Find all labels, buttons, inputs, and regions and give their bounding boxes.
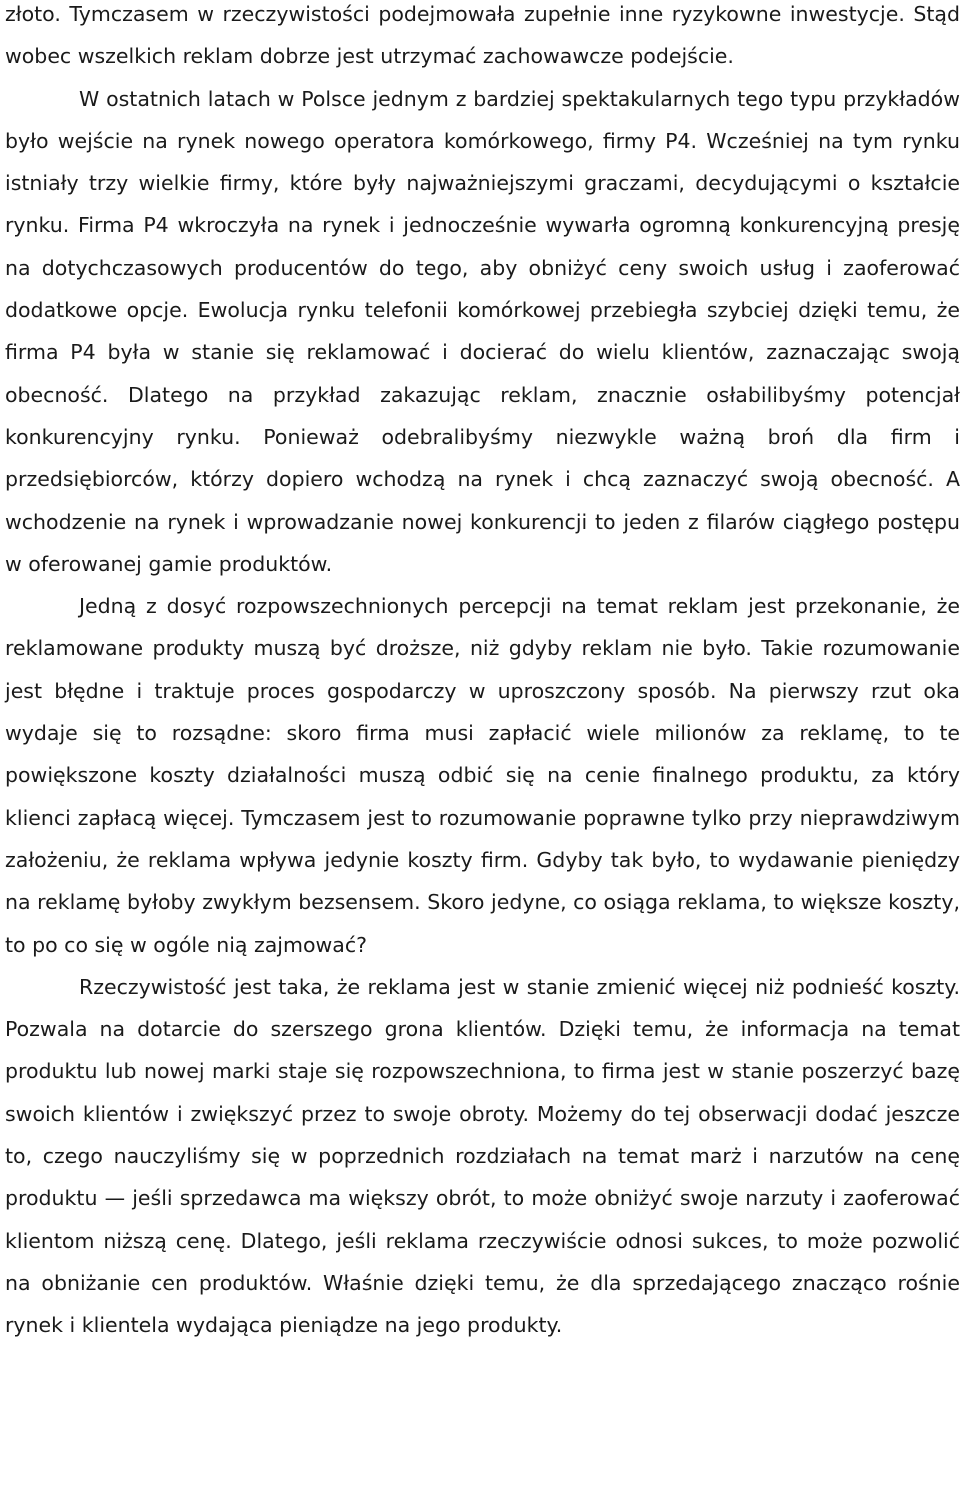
- paragraph: złoto. Tymczasem w rzeczywistości podejmowała zupełnie inne ryzykowne inwestycje. Stąd wobec wszelkich reklam dobrze jest utrzymać zachowawcze podejście.: [5, 2, 960, 69]
- document-page: [5, 0, 960, 1347]
- paragraph: W ostatnich latach w Polsce jednym z bardziej spektakularnych tego typu przykładów było wejście na rynek nowego operatora komórkowego, firmy P4. Wcześniej na tym rynku istniały trzy wielkie firmy, które były najważniejszymi graczami, decydującymi o kształcie rynku. Firma P4 wkroczyła na rynek i jednocześnie wywarła ogromną konkurencyjną presję na dotychczasowych producentów do tego, aby obniżyć ceny swoich usług i zaoferować dodatkowe opcje. Ewolucja rynku telefonii komórkowej przebiegła szybciej dzięki temu, że firma P4 była w stanie się reklamować i docierać do wielu klientów, zaznaczając swoją obecność. Dlatego na przykład zakazując reklam, znacznie osłabilibyśmy potencjał konkurencyjny rynku. Ponieważ odebralibyśmy niezwykle ważną broń dla firm i przedsiębiorców, którzy dopiero wchodzą na rynek i chcą zaznaczyć swoją obecność. A wchodzenie na rynek i wprowadzanie nowej konkurencji to jeden z filarów ciągłego postępu w oferowanej gamie produktów.: [5, 86, 960, 576]
- paragraph: Rzeczywistość jest taka, że reklama jest w stanie zmienić więcej niż podnieść koszty. Pozwala na dotarcie do szerszego grona klientów. Dzięki temu, że informacja na temat produktu lub nowej marki staje się rozpowszechniona, to firma jest w stanie poszerzyć bazę swoich klientów i zwiększyć przez to swoje obroty. Możemy do tej obserwacji dodać jeszcze to, czego nauczyliśmy się w poprzednich rozdziałach na temat marż i narzutów na cenę produktu — jeśli sprzedawca ma większy obrót, to może obniżyć swoje narzuty i zaoferować klientom niższą cenę. Dlatego, jeśli reklama rzeczywiście odnosi sukces, to może pozwolić na obniżanie cen produktów. Właśnie dzięki temu, że dla sprzedającego znacząco rośnie rynek i klientela wydająca pieniądze na jego produkty.: [5, 974, 960, 1338]
- paragraph: Jedną z dosyć rozpowszechnionych percepcji na temat reklam jest przekonanie, że reklamowane produkty muszą być droższe, niż gdyby reklam nie było. Takie rozumowanie jest błędne i traktuje proces gospodarczy w uproszczony sposób. Na pierwszy rzut oka wydaje się to rozsądne: skoro firma musi zapłacić wiele milionów za reklamę, to te powiększone koszty działalności muszą odbić się na cenie finalnego produktu, za który klienci zapłacą więcej. Tymczasem jest to rozumowanie poprawne tylko przy nieprawdziwym założeniu, że reklama wpływa jedynie koszty firm. Gdyby tak było, to wydawanie pieniędzy na reklamę byłoby zwykłym bezsensem. Skoro jedyne, co osiąga reklama, to większe koszty, to po co się w ogóle nią zajmować?: [5, 594, 960, 957]
